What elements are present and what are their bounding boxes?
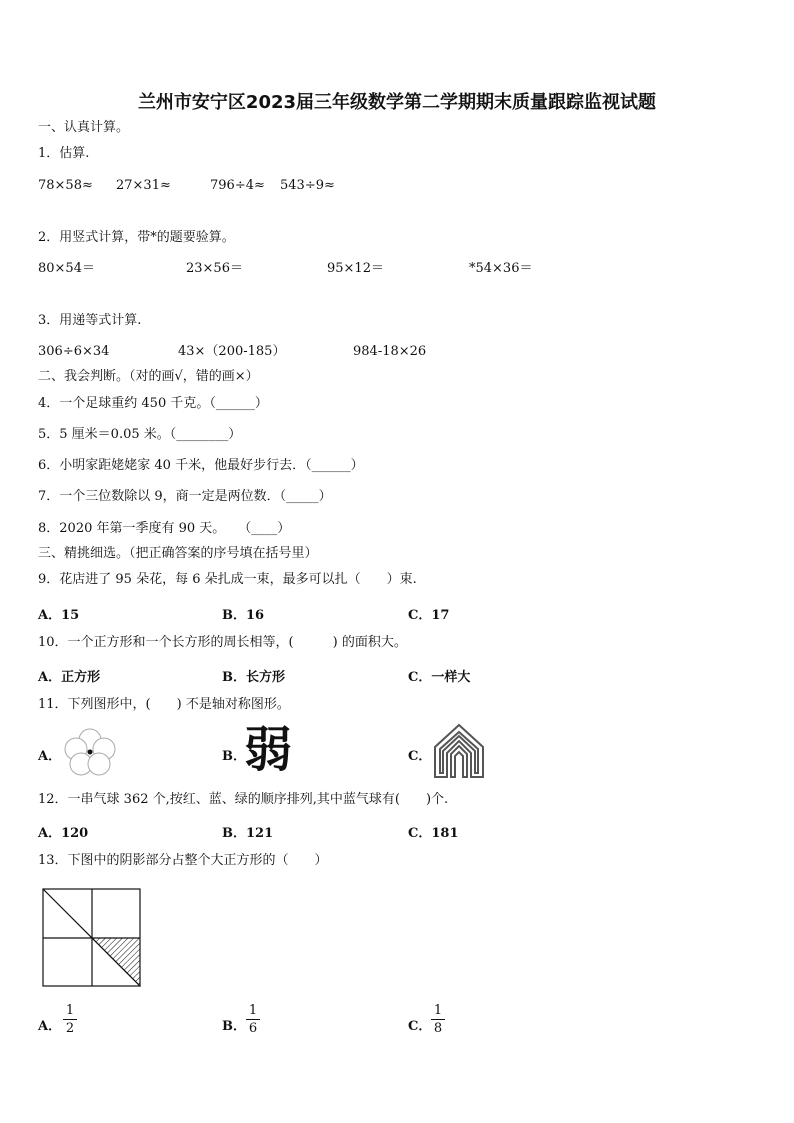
fraction-denominator: 8 [433,1021,443,1036]
fraction-numerator: 1 [433,1003,443,1018]
fraction-one-sixth [246,1003,260,1036]
q10-option-c: C．一样大 [408,670,471,685]
question-4: 4．一个足球重约 450 千克。（______） [38,396,268,411]
weak-character-figure: 弱 [244,722,293,778]
page-title: 兰州市安宁区2023届三年级数学第二学期期末质量跟踪监视试题 [137,92,657,113]
fraction-numerator: 1 [65,1003,75,1018]
q9-option-c: C．17 [408,608,450,623]
question-11-stem: 11．下列图形中，( ) 不是轴对称图形。 [38,697,290,712]
fraction-numerator: 1 [248,1003,258,1018]
shaded-square-figure [42,888,142,988]
stepwise-calc-2: 43×（200-185） [178,344,286,359]
q9-option-b: B．16 [222,608,265,623]
fraction-denominator: 6 [248,1021,258,1036]
fraction-one-eighth [431,1003,445,1036]
q13-option-b: B． [222,1019,246,1034]
q11-option-b: B． [222,749,246,764]
estimate-item-4: 543÷9≈ [280,178,335,193]
question-2-label: 2．用竖式计算，带*的题要验算。 [38,230,235,245]
section-heading-1: 一、认真计算。 [38,120,130,135]
fraction-denominator: 2 [65,1021,75,1036]
q12-option-b: B．121 [222,826,274,841]
question-7: 7．一个三位数除以 9，商一定是两位数．（_____） [38,489,332,504]
section-heading-3: 三、精挑细选。（把正确答案的序号填在括号里） [38,546,318,561]
q9-option-a: A．15 [38,608,80,623]
q13-option-a: A． [38,1019,62,1034]
question-13-stem: 13．下图中的阴影部分占整个大正方形的（ ） [38,853,328,868]
question-8: 8．2020 年第一季度有 90 天。 （____） [38,521,291,536]
maze-logo-figure [430,722,488,780]
question-9-stem: 9．花店进了 95 朵花，每 6 朵扎成一束，最多可以扎（ ）束. [38,572,417,587]
q10-option-b: B．长方形 [222,670,285,685]
stepwise-calc-3: 984-18×26 [353,344,427,359]
vertical-calc-1: 80×54＝ [38,261,95,276]
vertical-calc-3: 95×12＝ [327,261,384,276]
q11-option-c: C． [408,749,432,764]
question-3-label: 3．用递等式计算. [38,313,142,328]
vertical-calc-4: *54×36＝ [469,261,533,276]
vertical-calc-2: 23×56＝ [186,261,243,276]
estimate-item-1: 78×58≈ [38,178,93,193]
estimate-item-2: 27×31≈ [116,178,171,193]
question-12-stem: 12．一串气球 362 个,按红、蓝、绿的顺序排列,其中蓝气球有( )个. [38,792,449,807]
estimate-item-3: 796÷4≈ [210,178,265,193]
question-6: 6．小明家距姥姥家 40 千米，他最好步行去．（______） [38,458,364,473]
question-1-label: 1．估算. [38,146,90,161]
question-5: 5．5 厘米＝0.05 米。（________） [38,427,242,442]
section-heading-2: 二、我会判断。（对的画√，错的画×） [38,369,259,384]
stepwise-calc-1: 306÷6×34 [38,344,110,359]
q12-option-a: A．120 [38,826,89,841]
q10-option-a: A．正方形 [38,670,101,685]
question-10-stem: 10．一个正方形和一个长方形的周长相等，( ) 的面积大。 [38,635,407,650]
q11-option-a: A． [38,749,62,764]
q12-option-c: C．181 [408,826,459,841]
q13-option-c: C． [408,1019,432,1034]
fraction-one-half [63,1003,77,1036]
flower-figure [62,727,118,777]
